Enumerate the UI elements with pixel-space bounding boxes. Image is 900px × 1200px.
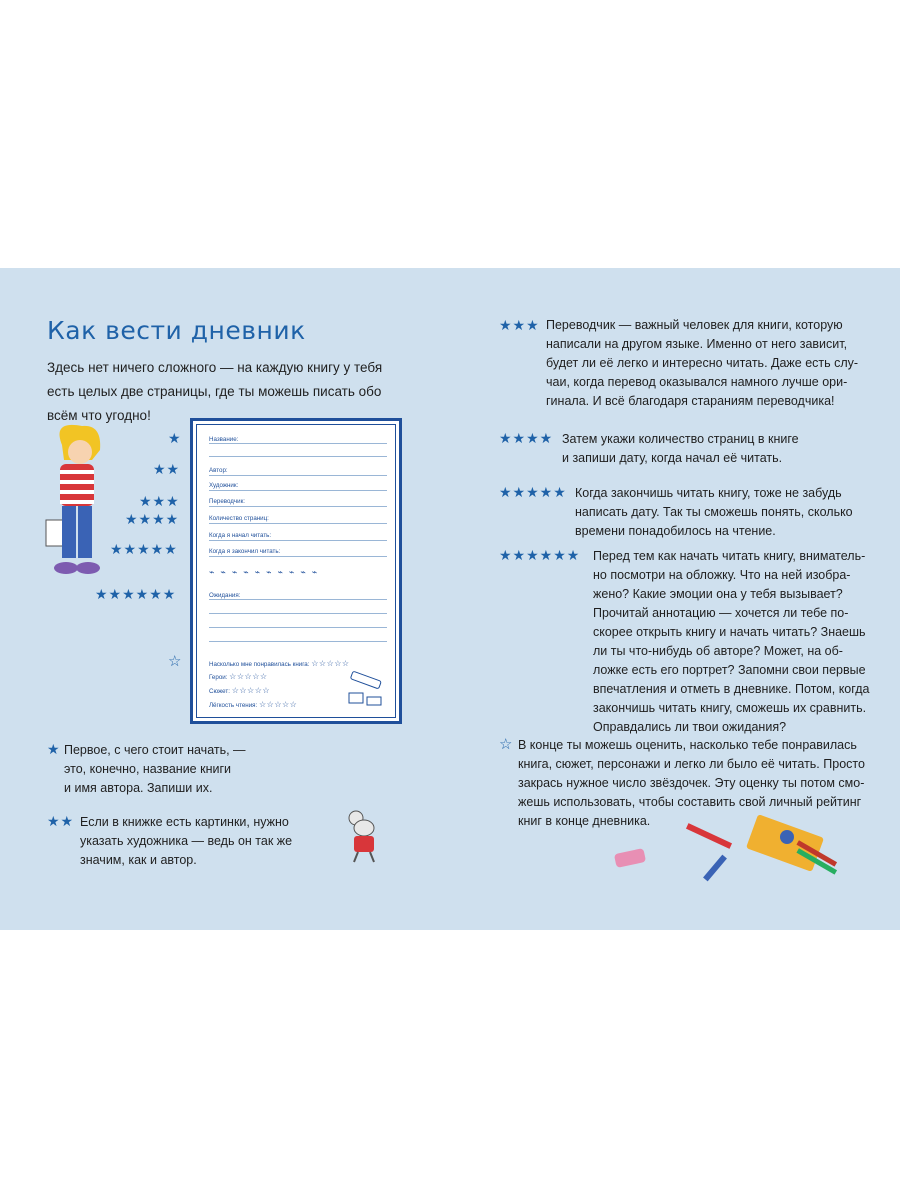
right-step1-stars: ★★★ (499, 317, 540, 333)
step1-stars: ★ (47, 741, 61, 757)
form-expectations-label: Ожидания: (209, 592, 241, 599)
form-title-label: Название: (209, 436, 239, 443)
form-translator-label: Переводчик: (209, 498, 246, 505)
form-pages-label: Количество страниц: (209, 515, 269, 522)
step2-text: Если в книжке есть картинки, нужно указать художника — ведь он так же значим, как и автор. (80, 815, 293, 867)
form-heroes-label: Герои: (209, 674, 228, 681)
form-end-label: Когда я закончил читать: (209, 548, 281, 555)
step1-text: Первое, с чего стоит начать, — это, конечно, название книги и имя автора. Запиши их. (64, 743, 246, 795)
stars-1: ★ (168, 430, 182, 446)
right-step4-stars: ★★★★★★ (499, 547, 581, 563)
right-step3-text: Когда закончишь читать книгу, тоже не забудь написать дату. Так ты сможешь понять, сколько времени понадобилось на чтение. (575, 486, 853, 538)
form-ease-row: Лёгкость чтения: ☆☆☆☆☆ (209, 700, 298, 709)
page-title: Как вести дневник (47, 316, 306, 345)
step2-stars: ★★ (47, 813, 75, 829)
form-heroes-row: Герои: ☆☆☆☆☆ (209, 672, 268, 681)
form-plot-label: Сюжет: (209, 688, 230, 695)
form-start-label: Когда я начал читать: (209, 532, 272, 539)
form-rating-row: Насколько мне понравилась книга: ☆☆☆☆☆ (209, 659, 350, 668)
form-how-liked-label: Насколько мне понравилась книга: (209, 661, 310, 668)
stars-2: ★★ (153, 461, 181, 477)
right-step2-stars: ★★★★ (499, 430, 554, 446)
right-step5-text: В конце ты можешь оценить, насколько тебе понравилась книга, сюжет, персонажи и легко ли было её читать. Просто закрась нужное число звёздочек. Эту оценку ты потом смо- жешь использовать, чтобы составить свой личный рейтинг книг в конце дневника. (518, 738, 865, 828)
stars-5: ★★★★★ (110, 541, 178, 557)
right-step5-star-outline: ☆ (499, 736, 513, 753)
right-step3-stars: ★★★★★ (499, 484, 567, 500)
pencil-doodle-icon (343, 671, 388, 711)
stars-6: ★★★★★★ (95, 586, 177, 602)
star-outline: ☆ (168, 653, 182, 670)
diary-form-sample (190, 418, 402, 724)
divider-doodles: ⌁⌁⌁⌁⌁⌁⌁⌁⌁⌁ (209, 567, 324, 577)
stationery-illustration (605, 815, 855, 895)
intro-text: Здесь нет ничего сложного — на каждую книгу у тебя есть целых две страницы, где ты можешь писать обо всём что угодно! (47, 360, 383, 423)
stars-3: ★★★ (139, 493, 180, 509)
girl-illustration (42, 420, 112, 585)
mouse-illustration (342, 808, 384, 866)
form-author-label: Автор: (209, 467, 228, 474)
right-step4-text: Перед тем как начать читать книгу, вниматель- но посмотри на обложку. Что на ней изобра- жено? Какие эмоции она у тебя вызывает? Прочитай аннотацию — хочется ли тебе по- скорее открыть книгу и начать читать? Знаешь ли ты что-нибудь об авторе? Может, на об- ложке есть его портрет? Запомни свои первые впечатления и отметь в дневнике. Потом, когда закончишь читать книгу, сможешь их сравнить. Оправдались ли твои ожидания? (593, 549, 870, 734)
form-ease-label: Лёгкость чтения: (209, 702, 258, 709)
stars-4: ★★★★ (125, 511, 180, 527)
right-step2-text: Затем укажи количество страниц в книге и запиши дату, когда начал её читать. (562, 432, 799, 465)
form-plot-row: Сюжет: ☆☆☆☆☆ (209, 686, 271, 695)
right-step1-text: Переводчик — важный человек для книги, которую написали на другом языке. Именно от него зависит, будет ли её легко и интересно читать. Даже есть слу- чаи, когда перевод оказывался намного лучше ори- гинала. И всё благодаря стараниям переводчика! (546, 318, 859, 408)
form-artist-label: Художник: (209, 482, 239, 489)
